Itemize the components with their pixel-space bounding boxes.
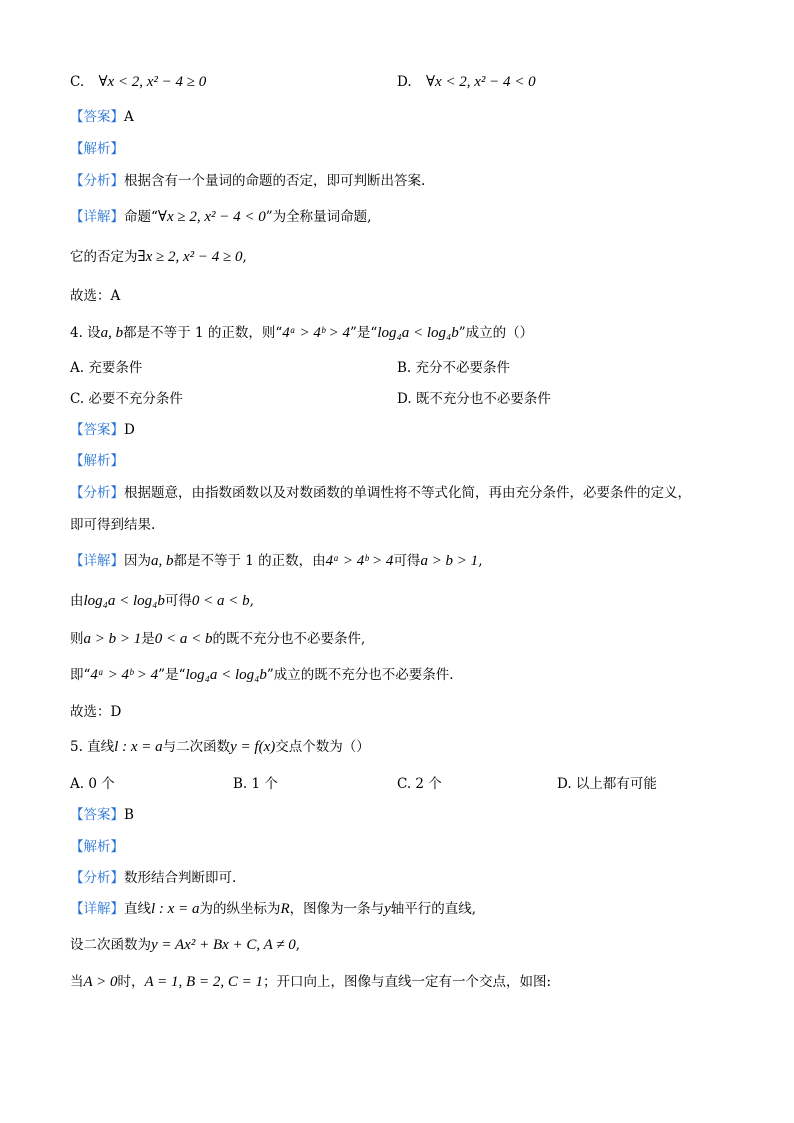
option-math: ∀x < 2, x² − 4 ≥ 0 bbox=[98, 74, 207, 90]
text: 时， bbox=[117, 974, 145, 990]
q4-fenxi-cont bbox=[70, 516, 155, 534]
text: 因为 bbox=[124, 553, 151, 569]
text: , bbox=[242, 249, 247, 265]
text: 的既不充分也不必要条件, bbox=[212, 631, 366, 647]
text: 4. 设 bbox=[70, 325, 101, 341]
text: 直线 bbox=[124, 901, 151, 917]
fenxi-tag: 【分析】 bbox=[70, 485, 124, 501]
text: 是 bbox=[141, 631, 155, 647]
option-text: C. 2 个 bbox=[397, 776, 442, 792]
text: 可得 bbox=[393, 553, 421, 569]
choose-text: 故选：D bbox=[70, 704, 122, 720]
math: A > 0 bbox=[83, 974, 118, 990]
text: ”为全称量词命题, bbox=[265, 209, 372, 225]
math: a > b > 1 bbox=[83, 631, 142, 647]
xiangjie-tag: 【详解】 bbox=[70, 553, 124, 569]
q4-option-d bbox=[397, 390, 551, 408]
analysis-tag: 【解析】 bbox=[70, 839, 124, 855]
text: , bbox=[295, 937, 301, 953]
q5-option-c bbox=[397, 775, 442, 793]
fenxi-text: 根据含有一个量词的命题的否定，即可判断出答案. bbox=[124, 173, 426, 189]
q4-choose bbox=[70, 703, 121, 721]
math: log₄a < log₄b bbox=[377, 325, 459, 341]
text: 交点个数为（） bbox=[275, 739, 370, 755]
option-label: C. bbox=[70, 74, 85, 90]
text: ”成立的既不充分也不必要条件. bbox=[266, 667, 454, 683]
fenxi-text: 根据题意，由指数函数以及对数函数的单调性将不等式化简，再由充分条件，必要条件的定义， bbox=[124, 485, 691, 501]
math: 4ᵃ > 4ᵇ > 4 bbox=[90, 667, 159, 683]
q3-option-d bbox=[397, 73, 536, 91]
math: ∃x ≥ 2, x² − 4 ≥ 0 bbox=[137, 249, 243, 265]
text: ”是“ bbox=[158, 667, 186, 683]
q3-analysis-heading bbox=[70, 140, 124, 158]
q5-stem bbox=[70, 738, 370, 756]
text: 为的纵坐标为 bbox=[199, 901, 281, 917]
answer-value: B bbox=[124, 807, 134, 823]
q3-negation bbox=[70, 248, 247, 266]
option-text: A. 充要条件 bbox=[70, 360, 143, 376]
q3-answer bbox=[70, 108, 134, 126]
answer-tag: 【答案】 bbox=[70, 422, 124, 438]
math: R bbox=[280, 901, 290, 917]
q4-xiangjie-2 bbox=[70, 592, 254, 610]
math: A = 1, B = 2, C = 1 bbox=[144, 974, 263, 990]
q4-xiangjie-3 bbox=[70, 630, 365, 648]
q5-xiangjie-1 bbox=[70, 900, 476, 918]
answer-value: A bbox=[124, 109, 134, 125]
answer-tag: 【答案】 bbox=[70, 109, 124, 125]
text: 都是不等于 1 的正数，由 bbox=[173, 553, 326, 569]
text: 5. 直线 bbox=[70, 739, 115, 755]
answer-value: D bbox=[124, 422, 135, 438]
text: 则 bbox=[70, 631, 84, 647]
option-text: C. 必要不充分条件 bbox=[70, 391, 183, 407]
q4-option-c bbox=[70, 390, 183, 408]
q3-fenxi bbox=[70, 172, 425, 190]
math: l : x = a bbox=[114, 739, 163, 755]
text: 它的否定为 bbox=[70, 249, 138, 265]
math: ∀x ≥ 2, x² − 4 < 0 bbox=[157, 209, 266, 225]
analysis-tag: 【解析】 bbox=[70, 141, 124, 157]
text: , bbox=[478, 553, 483, 569]
text: 当 bbox=[70, 974, 84, 990]
answer-tag: 【答案】 bbox=[70, 807, 124, 823]
text: 设二次函数为 bbox=[70, 937, 151, 953]
math: y = Ax² + Bx + C, A ≠ 0 bbox=[151, 937, 296, 953]
q4-option-b bbox=[397, 359, 510, 377]
math: y bbox=[384, 901, 391, 917]
q4-fenxi bbox=[70, 484, 691, 502]
text: 由 bbox=[70, 593, 84, 609]
q5-xiangjie-2 bbox=[70, 936, 300, 954]
text: ”成立的（） bbox=[458, 325, 534, 341]
q4-stem bbox=[70, 324, 533, 342]
math: y = f(x) bbox=[230, 739, 276, 755]
option-text: D. 既不充分也不必要条件 bbox=[397, 391, 551, 407]
q3-choose bbox=[70, 287, 120, 305]
option-label: D. bbox=[397, 74, 412, 90]
math: 0 < a < b bbox=[154, 631, 213, 647]
text: 都是不等于 1 的正数，则“ bbox=[123, 325, 283, 341]
option-math: ∀x < 2, x² − 4 < 0 bbox=[425, 74, 536, 90]
fenxi-text: 即可得到结果. bbox=[70, 517, 156, 533]
text: 轴平行的直线, bbox=[390, 901, 477, 917]
q4-xiangjie-1 bbox=[70, 552, 482, 570]
q3-option-c bbox=[70, 73, 206, 91]
math: log₄a < log₄b bbox=[83, 593, 165, 609]
xiangjie-tag: 【详解】 bbox=[70, 901, 124, 917]
text: 可得 bbox=[164, 593, 192, 609]
q5-option-b bbox=[233, 775, 278, 793]
q5-fenxi bbox=[70, 869, 236, 887]
option-text: B. 1 个 bbox=[233, 776, 278, 792]
q5-analysis-heading bbox=[70, 838, 124, 856]
fenxi-tag: 【分析】 bbox=[70, 173, 124, 189]
math: l : x = a bbox=[151, 901, 200, 917]
math: log₄a < log₄b bbox=[185, 667, 267, 683]
math: a, b bbox=[100, 325, 124, 341]
choose-text: 故选：A bbox=[70, 288, 121, 304]
q4-xiangjie-4 bbox=[70, 666, 454, 684]
q3-xiangjie bbox=[70, 208, 371, 226]
xiangjie-tag: 【详解】 bbox=[70, 209, 124, 225]
math: 0 < a < b bbox=[191, 593, 250, 609]
text: 命题“ bbox=[124, 209, 158, 225]
math: a > b > 1 bbox=[420, 553, 479, 569]
fenxi-text: 数形结合判断即可. bbox=[124, 870, 237, 886]
q4-option-a bbox=[70, 359, 142, 377]
text: , bbox=[249, 593, 254, 609]
math: 4ᵃ > 4ᵇ > 4 bbox=[325, 553, 394, 569]
q5-xiangjie-3 bbox=[70, 973, 551, 991]
q5-option-a bbox=[70, 775, 115, 793]
text: 与二次函数 bbox=[162, 739, 231, 755]
option-text: D. 以上都有可能 bbox=[557, 776, 657, 792]
option-text: B. 充分不必要条件 bbox=[397, 360, 511, 376]
text: ”是“ bbox=[350, 325, 378, 341]
analysis-tag: 【解析】 bbox=[70, 453, 124, 469]
option-text: A. 0 个 bbox=[70, 776, 115, 792]
text: ；开口向上，图像与直线一定有一个交点，如图: bbox=[262, 974, 552, 990]
q4-analysis-heading bbox=[70, 452, 124, 470]
text: ，图像为一条与 bbox=[289, 901, 385, 917]
q5-option-d bbox=[557, 775, 657, 793]
text: 即“ bbox=[70, 667, 91, 683]
math: 4ᵃ > 4ᵇ > 4 bbox=[282, 325, 351, 341]
q5-answer bbox=[70, 806, 134, 824]
math: a, b bbox=[151, 553, 174, 569]
fenxi-tag: 【分析】 bbox=[70, 870, 124, 886]
q4-answer bbox=[70, 421, 135, 439]
